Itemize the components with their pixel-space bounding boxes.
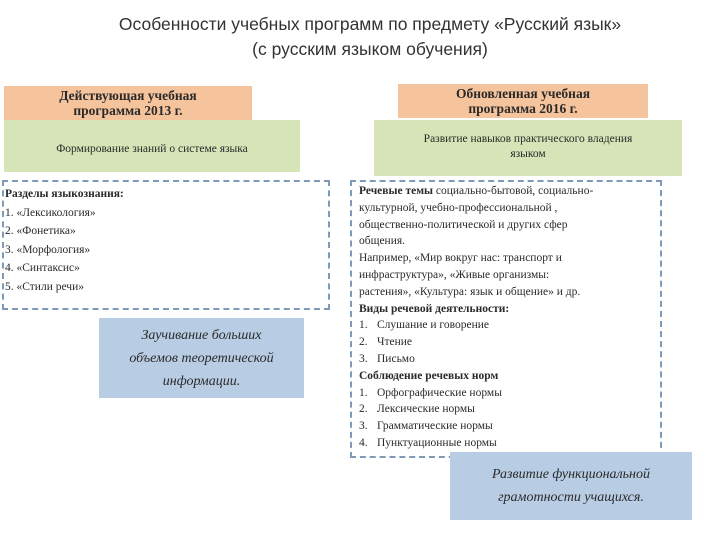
updated-program-outcome-line-1: Развитие функциональной: [492, 467, 650, 482]
example-line: растения», «Культура: язык и общение» и др.: [359, 285, 581, 298]
list-item: 1. Слушание и говорение: [359, 319, 489, 332]
speech-topics-line: общения.: [359, 235, 406, 248]
title-line-2: (с русским языком обучения): [252, 39, 488, 59]
list-item: 2. Лексические нормы: [359, 403, 475, 416]
speech-topics-line: общественно-политической и других сфер: [359, 218, 568, 231]
current-program-outcome: [99, 318, 304, 398]
norms-title: Соблюдение речевых норм: [359, 369, 499, 382]
current-program-outcome-line-3: информации.: [162, 374, 241, 389]
list-item: 5. «Стили речи»: [5, 280, 84, 293]
linguistics-sections-box: [2, 180, 330, 310]
updated-program-outcome-line-2: грамотности учащихся.: [498, 490, 644, 505]
current-program-header: [4, 86, 252, 120]
current-program-outcome-line-1: Заучивание больших: [141, 328, 262, 343]
updated-program-header-line-1: Обновленная учебная: [455, 86, 591, 101]
updated-program-goal-line-2: языком: [510, 148, 546, 160]
current-program-goal-text: Формирование знаний о системе языка: [56, 143, 248, 155]
list-item: 1. Орфографические нормы: [359, 386, 502, 399]
updated-program-content-box: [350, 180, 662, 458]
list-item: 4. Пунктуационные нормы: [359, 436, 497, 449]
updated-program-goal-line-1: Развитие навыков практического владения: [423, 133, 633, 145]
list-item: 2. Чтение: [359, 336, 413, 349]
speech-topics-title: Речевые темы: [359, 185, 434, 197]
updated-program-outcome: [450, 452, 692, 520]
updated-program-header-line-2: программа 2016 г.: [468, 101, 578, 116]
current-program-header-line-2: программа 2013 г.: [73, 103, 183, 118]
current-program-goal: [4, 120, 300, 172]
current-program-outcome-line-2: объемов теоретической: [129, 351, 274, 366]
example-line: Например, «Мир вокруг нас: транспорт и: [359, 252, 562, 265]
title-line-1: Особенности учебных программ по предмету «Русский язык»: [118, 14, 622, 34]
updated-program-header: [398, 84, 648, 118]
example-line: инфраструктура», «Живые организмы:: [359, 268, 550, 281]
linguistics-sections-title: Разделы языкознания:: [5, 188, 124, 200]
activities-title: Виды речевой деятельности:: [359, 302, 510, 315]
speech-topics-line: культурной, учебно-профессиональной ,: [359, 201, 558, 214]
list-item: 4. «Синтаксис»: [5, 262, 80, 274]
updated-program-goal: [374, 120, 682, 176]
list-item: 3. «Морфология»: [5, 243, 91, 256]
list-item: 2. «Фонетика»: [5, 225, 76, 237]
page-title: [60, 12, 680, 62]
current-program-header-line-1: Действующая учебная: [59, 88, 197, 103]
speech-topics-text: социально-бытовой, социально-: [433, 185, 594, 197]
list-item: 3. Письмо: [359, 352, 415, 365]
list-item: 3. Грамматические нормы: [359, 420, 493, 433]
list-item: 1. «Лексикология»: [5, 206, 96, 219]
